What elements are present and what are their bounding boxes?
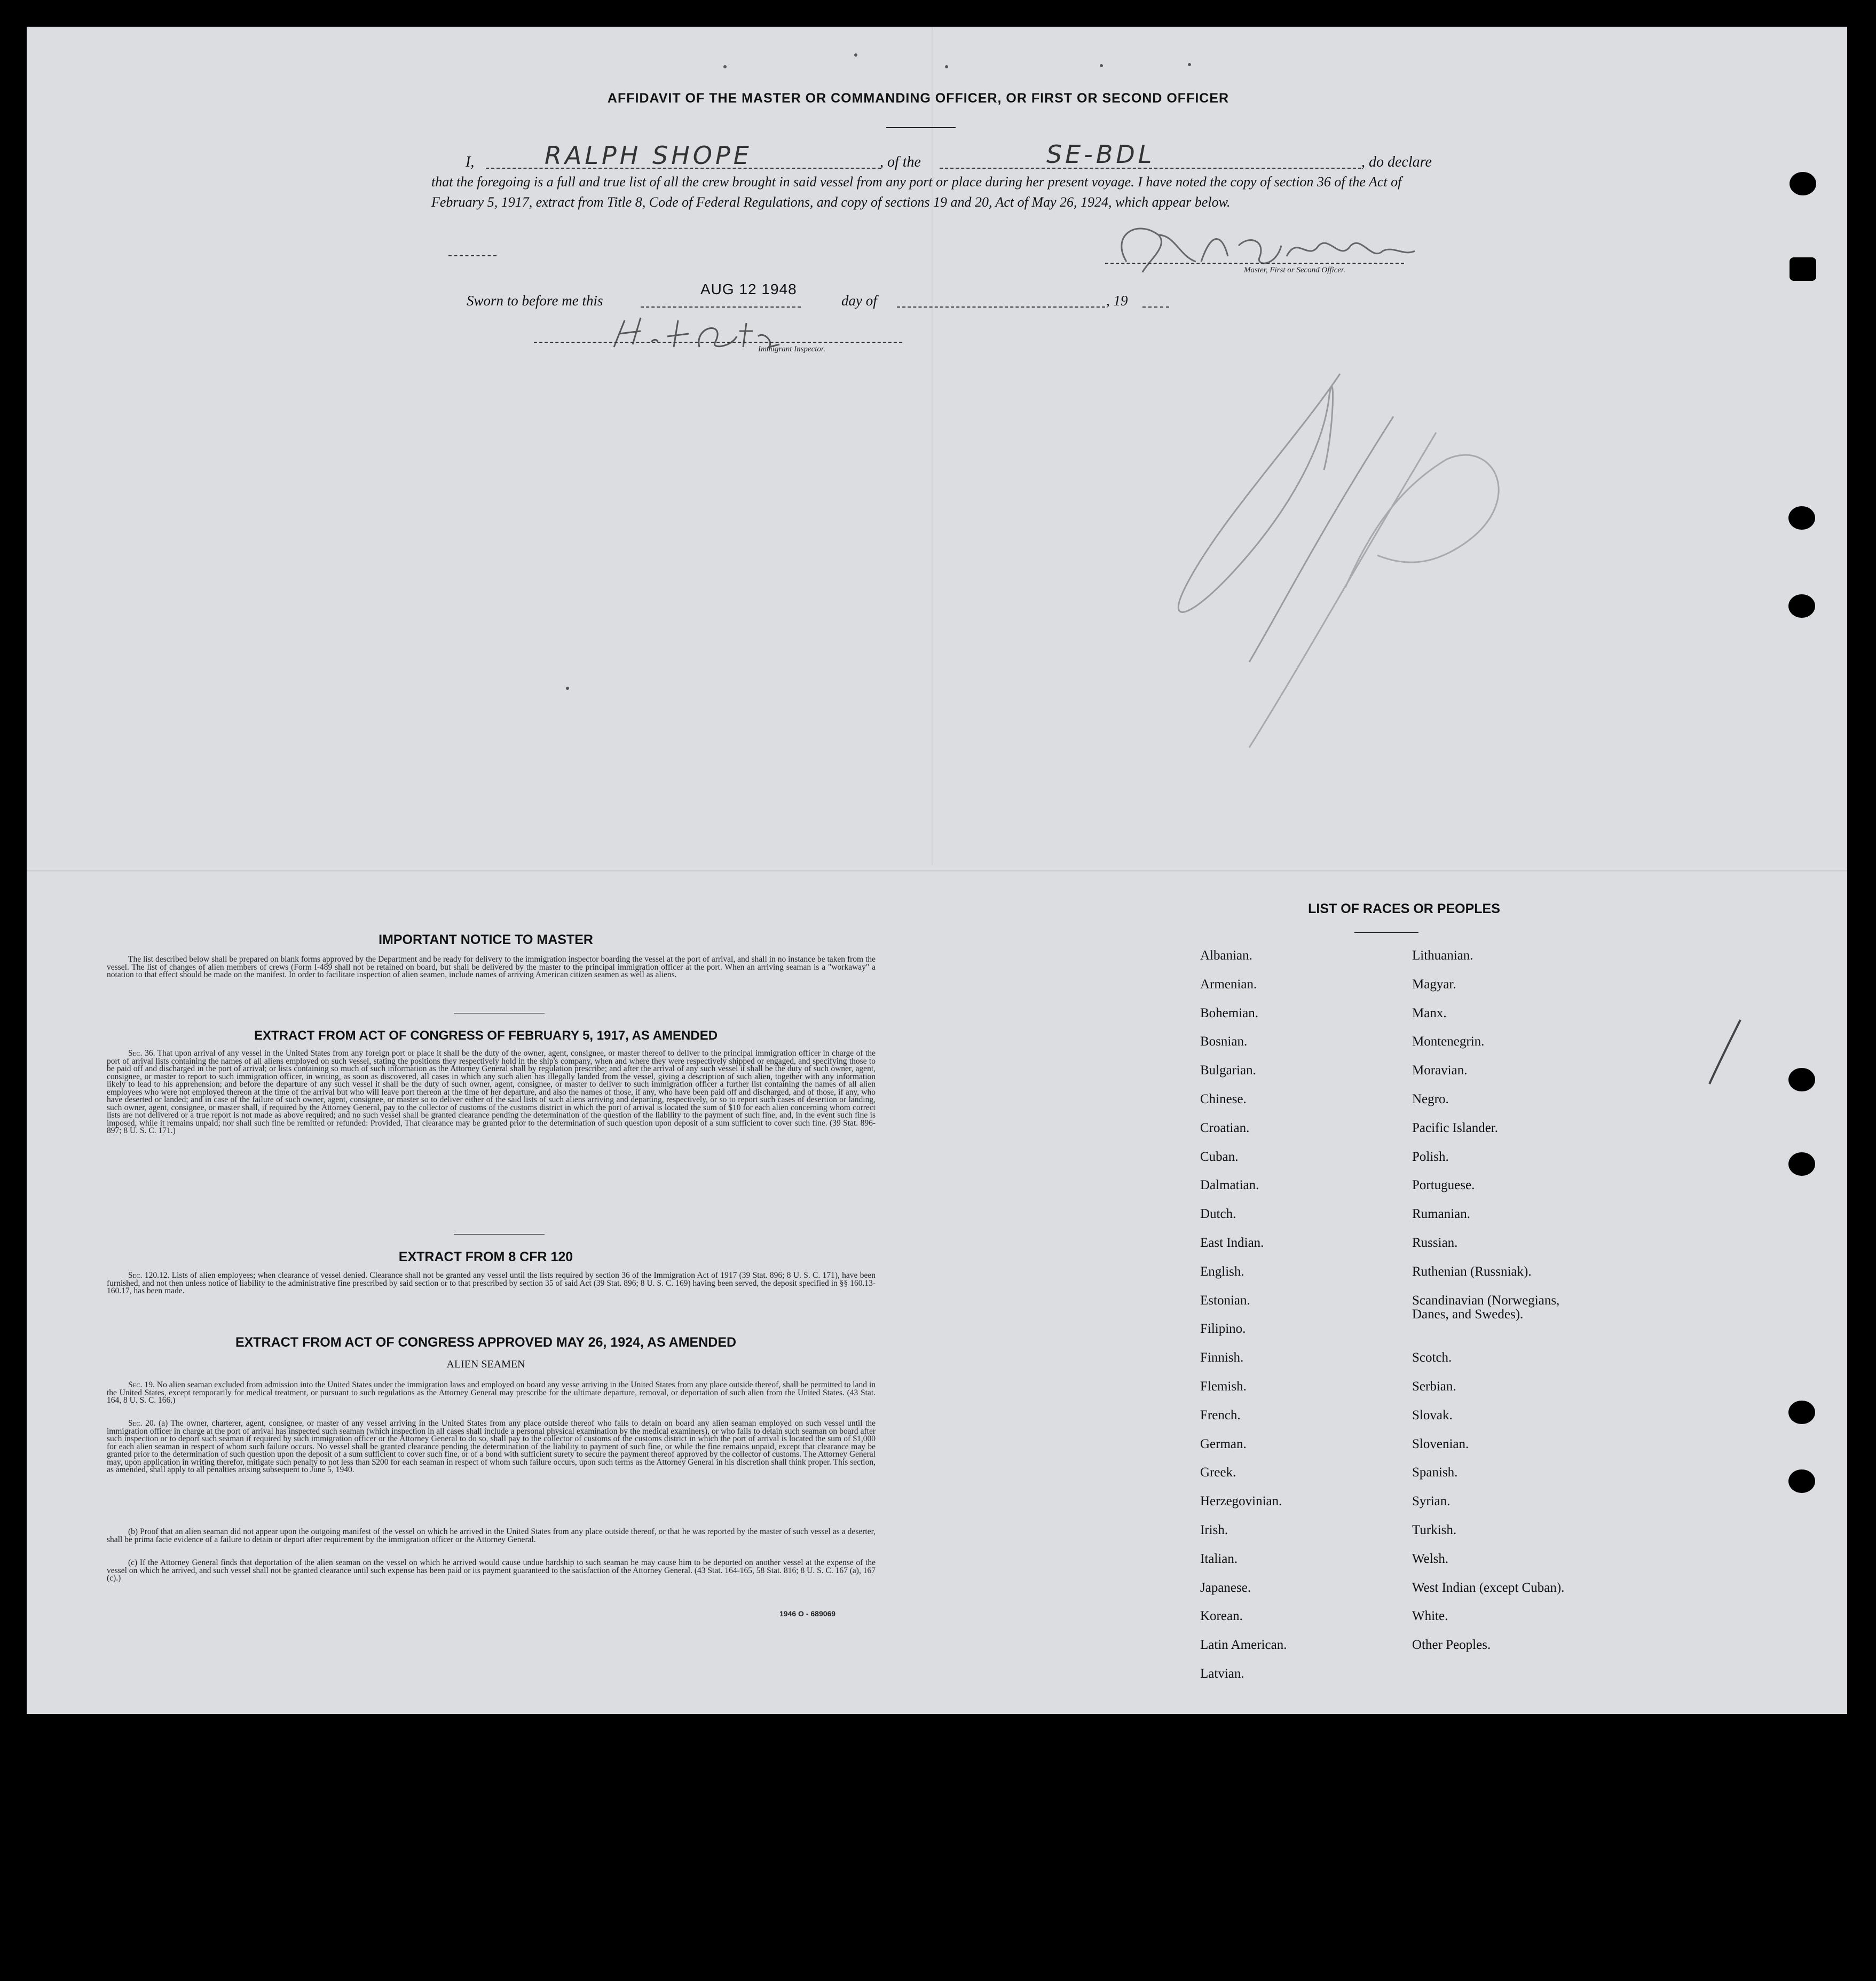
race-item: Bulgarian. [1200,1063,1256,1078]
sec-19-body: No alien seaman excluded from admission into the United States under the immigration laws and employed on board any vesse arriving in the United States from any place outside thereof, shall be permitted to land in the United States, except temporarily for medical treatment, or pursuant to such regulations as the Attorney General may prescribe for the ultimate departure, removal, or deportation of such alien from the United States. (43 Stat. 164, 8 U. S. C. 166.) [107,1380,876,1405]
race-item: Japanese. [1200,1580,1251,1595]
sec-120-label: Sec. 120.12. [128,1271,170,1280]
sec-20a-body: (a) The owner, charterer, agent, consignee, or master of any vessel arriving in the United States from any place outside thereof who fails to detain on board any alien seaman employed on such vessel until the immigration officer in charge at the port of arrival has inspected such seaman (which inspection in all cases shall include a personal physical examination by the medical examiners), or who fails to detain such seaman on board after such inspection or to deport such seaman if required by such immigration officer or the Attorney General to do so, shall pay to the collector of customs of the customs district in which the port of arrival is located the sum of $1,000 for each alien seaman in respect of whom such failure occurs. No vessel shall be granted clearance pending the determination of the liability to payment of such fine, or while the fine remains unpaid, except that clearance may be granted prior to the determination of such question upon the deposit of a sum sufficient to cover such fine, or of a bond with sufficient surety to secure the payment thereof approved by the collector of customs. The Attorney General may, upon application in writing therefor, mitigate such penalty to not less than $200 for each seaman in respect of whom such failure occurs, upon such terms as the Attorney General in his discretion shall think proper. This section, as amended, shall apply to all penalties arising subsequent to June 5, 1940. [107,1419,876,1474]
race-item: Italian. [1200,1551,1238,1566]
race-item: Manx. [1412,1005,1447,1020]
section-rule [454,1234,545,1235]
race-item: Scotch. [1412,1350,1452,1365]
inspector-caption: Immigrant Inspector. [758,345,825,353]
race-item: East Indian. [1200,1236,1264,1250]
race-item: Bohemian. [1200,1005,1259,1020]
extract-cfr-title: EXTRACT FROM 8 CFR 120 [398,1249,573,1264]
race-item: Polish. [1412,1149,1449,1164]
inspector-signature-line [534,342,902,343]
extract-1917-text [107,1050,876,1218]
sec-19-text [107,1381,876,1412]
master-signature-caption: Master, First or Second Officer. [1244,266,1345,274]
race-item: Irish. [1200,1523,1228,1537]
extract-1924-title: EXTRACT FROM ACT OF CONGRESS APPROVED MAY 26, 1924, AS AMENDED [235,1335,737,1350]
race-item: Magyar. [1412,977,1456,992]
month-line [897,306,1105,308]
alien-seamen-subtitle: ALIEN SEAMEN [446,1358,525,1370]
race-item: Portuguese. [1412,1178,1475,1193]
race-item: Cuban. [1200,1149,1239,1164]
sec-120-body: Lists of alien employees; when clearance of vessel denied. Clearance shall not be granted any vessel until the lists required by section 36 of the Immigration Act of 1917 (39 Stat. 896; 8 U. S. C. 171), have been furnished, and not then unless notice of liability to the administrative fine prescribed by said section or to that prescribed by section 35 of said Act (39 Stat. 896; 8 U. S. C. 169) having been served, the deposit specified in §§ 160.13-160.17, has been made. [107,1271,876,1295]
notice-text: The list described below shall be prepared on blank forms approved by the Department and be ready for delivery to the immigration inspector boarding the vessel at the port of arrival, and shall in no instance be taken from the vessel. The list of changes of alien members of crews (Form I-489 shall not be retained on board, but shall be delivered by the master to the principal immigration officer at the port. When an arriving seaman is a "workaway" a notation to that effect should be made on the manifest. In order to facilitate inspection of alien seamen, include names of arriving American citizen seamen as well as aliens. [107,955,876,979]
sworn-date-line [641,306,801,308]
declaration-i: I, [466,154,475,170]
sec-36-body: That upon arrival of any vessel in the United States from any foreign port or place it shall be the duty of the owner, agent, consignee, or master thereof to deliver to the principal immigration officer in charge of the port of arrival lists containing the names of all aliens employed on such vessel, stating the positions they respectively hold in the ship's company, when and where they were respectively shipped or engaged, and specifying those to be paid off and discharged in the port of arrival; or lists containing so much of such information as the Attorney General shall by regulation prescribe; and after the arrival of any such vessel it shall be the duty of such owner, agent, consignee, or master to report to such immigration officer, in writing, as soon as discovered, all cases in which any such alien has illegally landed from the vessel, giving a description of such alien, together with any information likely to lead to his apprehension; and before the departure of any such vessel it shall be the duty of such owner, agent, consignee, or master to deliver to such immigration officer a further list containing the names of all alien employees who were not employed thereon at the time of the arrival but who will leave port thereon at the time of her departure, and also the names of those, if any, who have been paid off and discharged, and of those, if any, who have deserted or landed; and in case of the failure of such owner, agent, consignee, or master so to deliver either of the said lists of such aliens arriving and departing, respectively, or so to report such cases of desertion or landing, such owner, agent, consignee, or master shall, if required by the Attorney General, pay to the collector of customs of the customs district in which the port of arrival is located the sum of $10 for each alien concerning whom correct lists are not delivered or a true report is not made as above required; and no such vessel shall be granted clearance pending the determination of the question of the liability to the payment of such fine, and, in the event such fine is imposed, while it remains unpaid; nor shall such fine be remitted or refunded: Provided, That clearance may be granted prior to the determination of such question upon deposit of a sum sufficient to cover such fine. (39 Stat. 896-897; 8 U. S. C. 171.) [107,1049,876,1135]
race-item: Welsh. [1412,1551,1449,1566]
race-item: Croatian. [1200,1120,1250,1135]
date-stamp: AUG 12 1948 [700,281,797,297]
race-item: Chinese. [1200,1092,1247,1106]
race-item: Spanish. [1412,1465,1458,1480]
race-item: Serbian. [1412,1379,1456,1394]
sec-20a-text [107,1420,876,1520]
pencil-stroke [1703,1015,1746,1089]
race-item: Slovenian. [1412,1436,1469,1451]
race-item: Montenegrin. [1412,1034,1485,1049]
sworn-label: Sworn to before me this [467,293,603,309]
dash-mark [448,255,496,256]
race-item: West Indian (except Cuban). [1412,1580,1565,1595]
race-item: Scandinavian (Norwegians, Danes, and Swedes). [1412,1293,1560,1322]
race-item: Estonian. [1200,1293,1250,1308]
punch-hole [1788,1401,1815,1424]
punch-hole [1788,1152,1815,1176]
punch-hole [1788,1068,1815,1091]
affidavit-body: that the foregoing is a full and true list of all the crew brought in said vessel from any port or place during her present voyage. I have noted the copy of section 36 of the Act of February 5, 1917, extract from Title 8, Code of Federal Regulations, and copy of sections 19 and 20, Act of May 26, 1924, which appear below. [431,174,1402,210]
race-item: Dalmatian. [1200,1178,1259,1193]
race-item: French. [1200,1408,1241,1422]
race-item: Bosnian. [1200,1034,1248,1049]
races-title-rule [1354,932,1418,933]
punch-hole [1788,594,1815,618]
do-declare-label: , do declare [1361,154,1432,170]
speck [566,687,569,690]
punch-hole [1790,172,1816,195]
race-item: Turkish. [1412,1523,1457,1537]
race-item: Albanian. [1200,948,1252,963]
race-item: Latvian. [1200,1666,1244,1681]
race-item: White. [1412,1609,1448,1624]
vessel-handwritten: SE-BDL [1046,140,1155,169]
race-item: Korean. [1200,1609,1243,1624]
race-item: Pacific Islander. [1412,1120,1499,1135]
sec-20-label: Sec. 20. [128,1419,156,1428]
punch-hole [1790,257,1816,281]
race-item: Dutch. [1200,1207,1236,1222]
print-code: 1946 O - 689069 [779,1609,836,1618]
race-item: Herzegovinian. [1200,1494,1282,1509]
punch-hole [1788,506,1815,530]
race-item: Slovak. [1412,1408,1453,1422]
speck [854,53,857,57]
master-name-handwritten: RALPH SHOPE [545,141,752,170]
notice-title: IMPORTANT NOTICE TO MASTER [379,932,593,947]
speck [1188,63,1191,66]
affidavit-title: AFFIDAVIT OF THE MASTER OR COMMANDING OFFICER, OR FIRST OR SECOND OFFICER [607,91,1229,106]
fold-line-vertical [932,27,933,865]
year-label: , 19 [1106,293,1128,309]
sec-20c-text: (c) If the Attorney General finds that deportation of the alien seaman on the vessel on which he arrived would cause undue hardship to such seaman he may cause him to be deported on another vessel at the expense of the vessel on which he arrived, and such vessel shall not be granted clearance until such expense has been paid or its payment guaranteed to the satisfaction of the Attorney General. (43 Stat. 164-165, 58 Stat. 816; 8 U. S. C. 167 (a), 167 (c).) [107,1558,876,1583]
sec-36-label: Sec. 36. [128,1049,155,1058]
race-item: Other Peoples. [1412,1638,1491,1653]
speck [723,65,727,68]
race-item: Syrian. [1412,1494,1451,1509]
sec-20b-text: (b) Proof that an alien seaman did not appear upon the outgoing manifest of the vessel on which he arrived in the United States from any place outside thereof, or that he was reported by the master of such vessel as a deserter, shall be prima facie evidence of a failure to detain or deport after requirement by the immigration officer or the Attorney General. [107,1527,876,1544]
race-item: Moravian. [1412,1063,1468,1078]
extract-1917-title: EXTRACT FROM ACT OF CONGRESS OF FEBRUARY 5, 1917, AS AMENDED [254,1028,718,1043]
extract-cfr-text [107,1272,876,1305]
speck [1100,64,1103,67]
race-item: Latin American. [1200,1638,1287,1653]
race-item: Armenian. [1200,977,1257,992]
speck [945,65,948,68]
race-item: Greek. [1200,1465,1236,1480]
race-item: Lithuanian. [1412,948,1473,963]
year-line [1142,306,1169,308]
race-item: Negro. [1412,1092,1449,1106]
race-item: Rumanian. [1412,1207,1471,1222]
race-item: Flemish. [1200,1379,1247,1394]
day-of-label: day of [841,293,877,309]
handwritten-mark [1164,363,1666,769]
title-rule [886,127,956,128]
race-item: Ruthenian (Russniak). [1412,1264,1532,1279]
race-item: German. [1200,1436,1247,1451]
race-item: Filipino. [1200,1322,1246,1337]
race-item: Finnish. [1200,1350,1244,1365]
races-title: LIST OF RACES OR PEOPLES [1308,901,1500,916]
sec-19-label: Sec. 19. [128,1380,155,1389]
master-signature-line [1105,263,1404,264]
of-the-label: , of the [880,154,921,170]
fold-line [27,870,1847,871]
race-item: Russian. [1412,1236,1458,1250]
race-item: English. [1200,1264,1244,1279]
punch-hole [1788,1469,1815,1493]
